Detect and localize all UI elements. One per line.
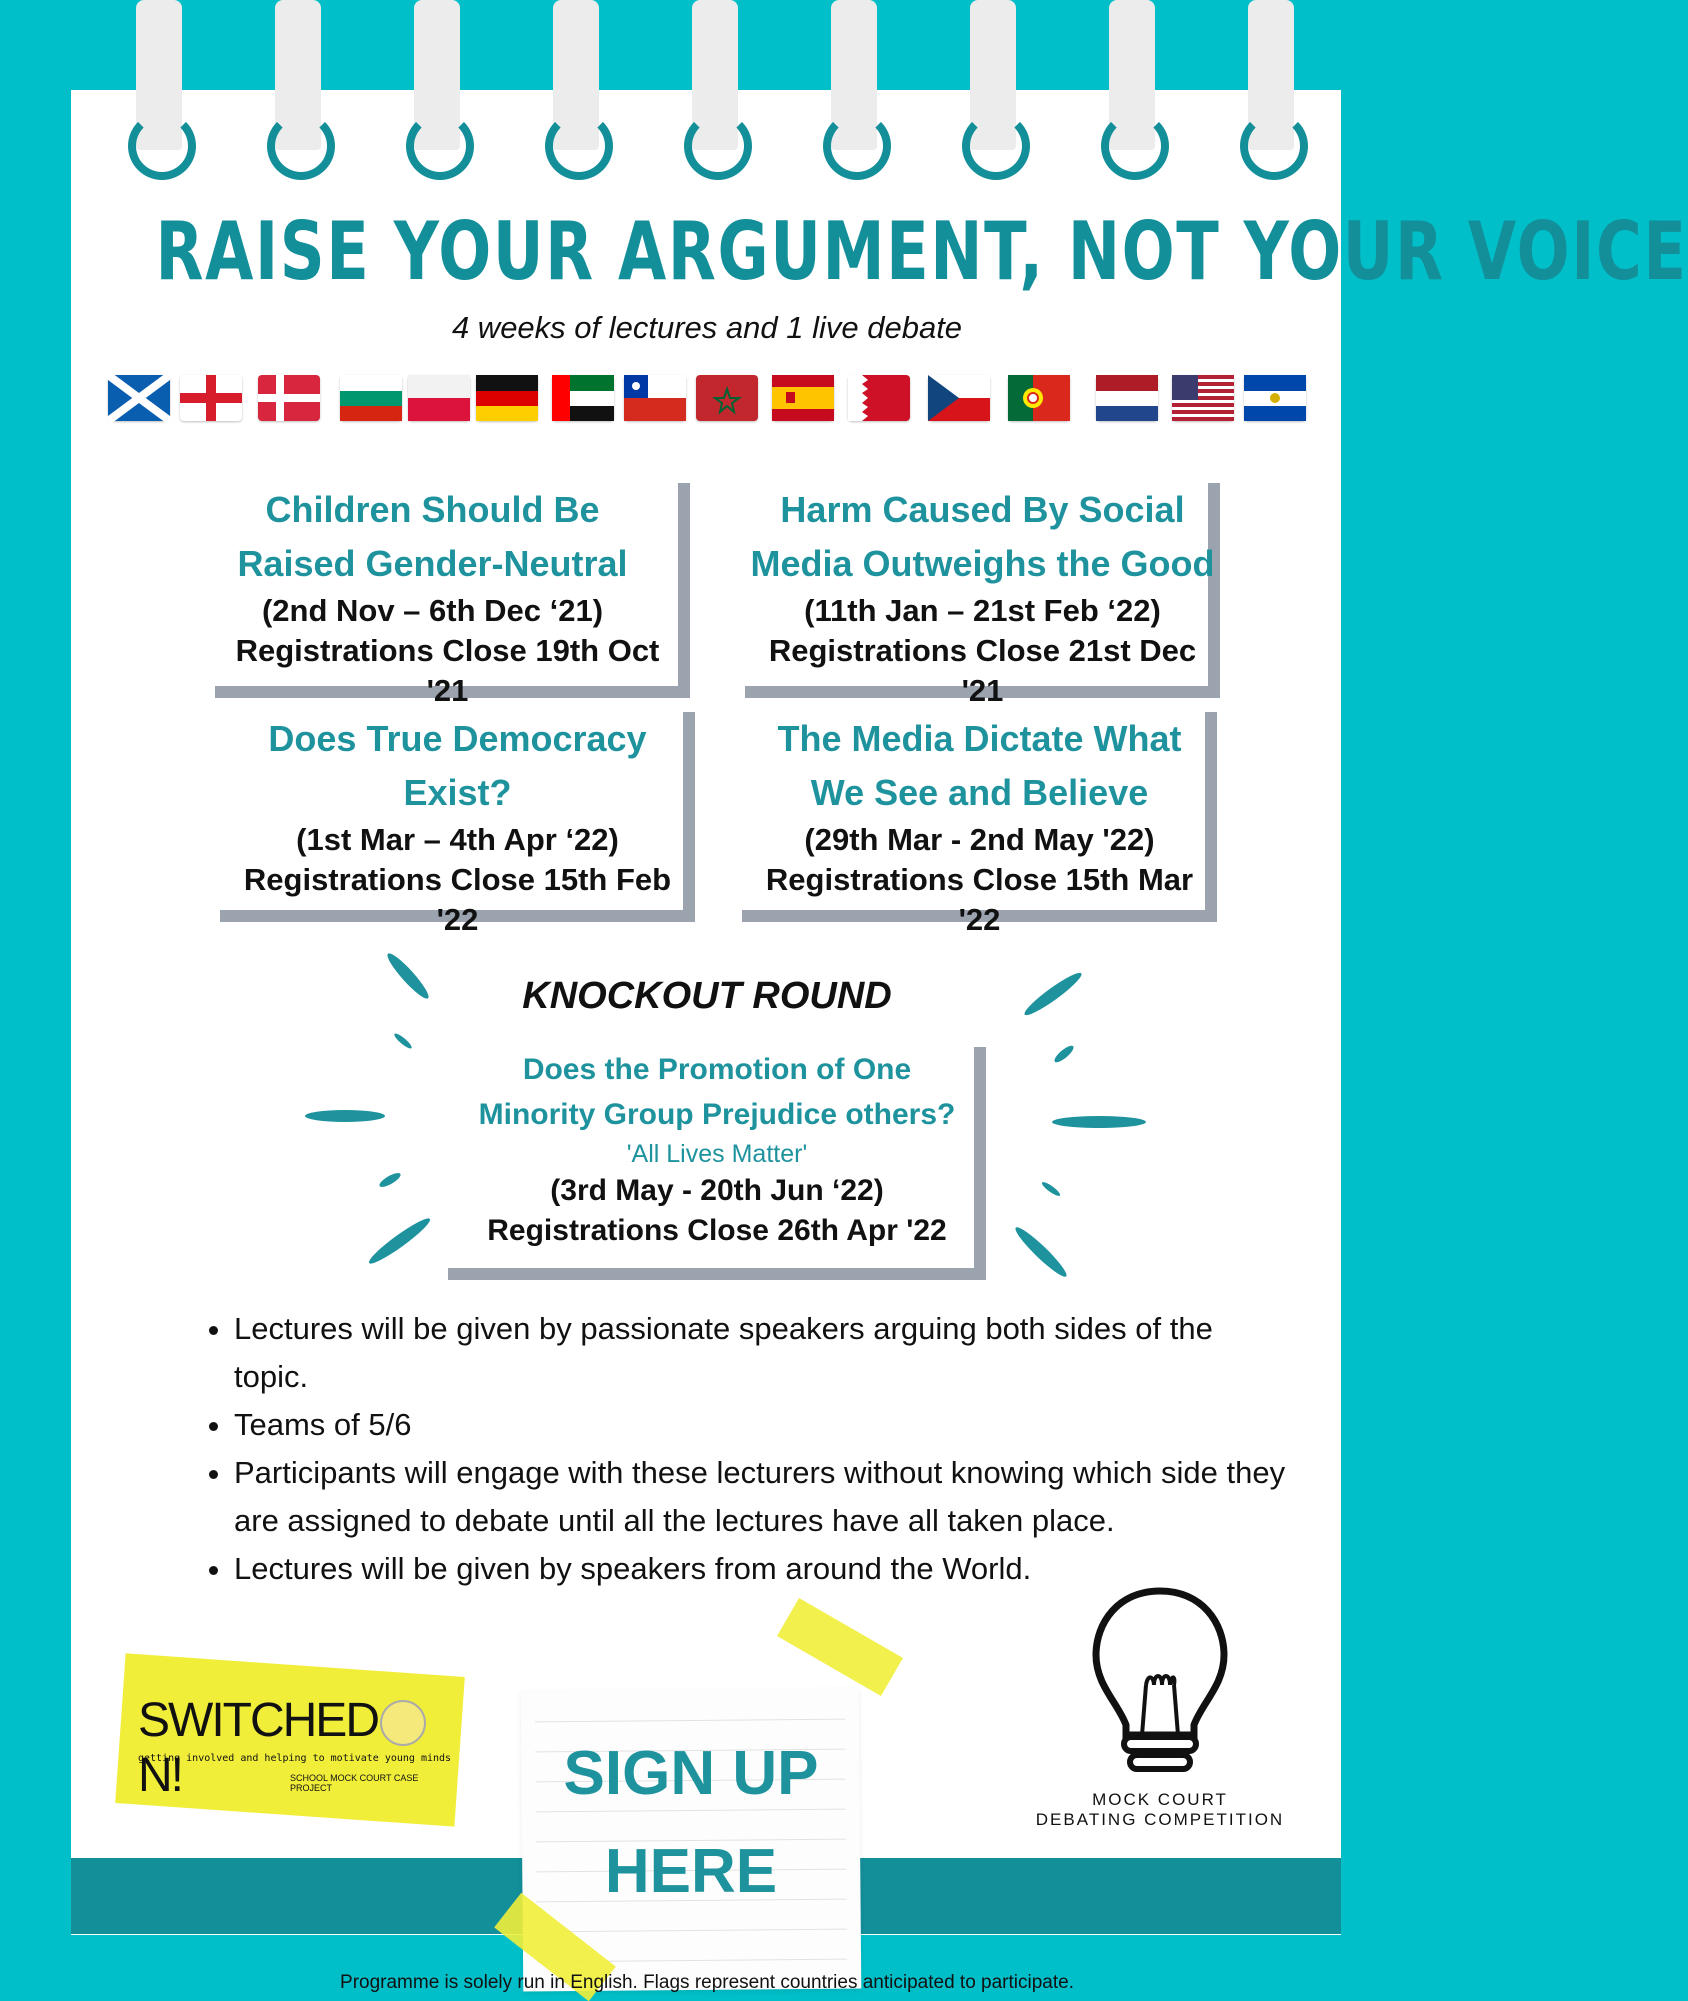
switched-on-project: SCHOOL MOCK COURT CASE PROJECT <box>290 1773 419 1793</box>
knockout-topic: Does the Promotion of One <box>522 1053 912 1086</box>
page-subtitle: 4 weeks of lectures and 1 live debate <box>451 310 963 345</box>
disclaimer-text: Programme is solely run in English. Flags represent countries anticipated to participate. <box>340 1972 1074 1993</box>
flag-bulgaria-icon <box>340 375 402 421</box>
debate-topic: Exist? <box>403 772 512 813</box>
knockout-registration: Registrations Close 26th Apr '22 <box>487 1214 947 1247</box>
debate-dates: (29th Mar - 2nd May '22) <box>804 822 1155 857</box>
flag-denmark-icon <box>258 375 320 421</box>
knockout-dates: (3rd May - 20th Jun ‘22) <box>550 1174 884 1207</box>
knockout-topic: Minority Group Prejudice others? <box>478 1098 956 1131</box>
switched-on-logo <box>120 1665 460 1815</box>
lightbulb-icon <box>1080 1585 1240 1815</box>
debate-topic: Harm Caused By Social <box>780 489 1185 530</box>
debate-topic: We See and Believe <box>810 772 1149 813</box>
mock-court-label: MOCK COURT DEBATING COMPETITION <box>1035 1790 1285 1829</box>
flag-chile-icon <box>624 375 686 421</box>
knockout-card <box>448 1047 986 1280</box>
flags-row <box>108 375 1308 427</box>
flag-scotland-icon <box>108 375 170 421</box>
debate-topic: Children Should Be <box>265 489 600 530</box>
debate-card <box>745 483 1220 708</box>
flag-uae-icon <box>552 375 614 421</box>
debate-topic: Media Outweighs the Good <box>750 543 1215 584</box>
flag-czech-icon <box>928 375 990 421</box>
flag-morocco-icon <box>696 375 758 421</box>
page-title: RAISE YOUR ARGUMENT, NOT YOUR VOICE <box>155 205 1688 298</box>
flag-spain-icon <box>772 375 834 421</box>
debate-dates: (1st Mar – 4th Apr ‘22) <box>296 822 619 857</box>
debate-topic: Does True Democracy <box>268 718 647 759</box>
flag-bahrain-icon <box>848 375 910 421</box>
debate-registration: Registrations Close 21st Dec '21 <box>768 633 1197 708</box>
debate-dates: (2nd Nov – 6th Dec ‘21) <box>261 593 604 628</box>
debate-dates: (11th Jan – 21st Feb ‘22) <box>804 593 1161 628</box>
flag-poland-icon <box>408 375 470 421</box>
list-item: • Lectures will be given by passionate speakers arguing both sides of the topic. <box>234 1305 1294 1401</box>
knockout-quote: 'All Lives Matter' <box>626 1140 808 1168</box>
debate-topic: The Media Dictate What <box>777 718 1182 759</box>
flag-portugal-icon <box>1008 375 1070 421</box>
switched-on-wordmark: SWITCHEDN! <box>138 1693 460 1803</box>
flag-usa-icon <box>1172 375 1234 421</box>
list-item: • Participants will engage with these lecturers without knowing which side they are assigned to debate until all the lectures have all taken place. <box>234 1449 1294 1545</box>
flag-netherlands-icon <box>1096 375 1158 421</box>
flag-germany-icon <box>476 375 538 421</box>
debate-registration: Registrations Close 15th Feb '22 <box>243 862 672 937</box>
debate-topic: Raised Gender-Neutral <box>237 543 628 584</box>
info-bullet-list <box>180 1305 1294 1593</box>
flag-el-salvador-icon <box>1244 375 1306 421</box>
knockout-heading: KNOCKOUT ROUND <box>522 975 892 1017</box>
list-item: • Teams of 5/6 <box>234 1401 1294 1449</box>
list-item: • Lectures will be given by speakers from around the World. <box>234 1545 1294 1593</box>
flag-england-icon <box>180 375 242 421</box>
bulb-icon <box>380 1700 426 1746</box>
debate-registration: Registrations Close 15th Mar '22 <box>765 862 1194 937</box>
debate-card <box>215 483 690 708</box>
signup-button[interactable]: SIGN UP HERE <box>563 1739 819 1906</box>
debate-card <box>742 712 1217 937</box>
debate-registration: Registrations Close 19th Oct '21 <box>235 633 660 708</box>
switched-on-tagline: getting involved and helping to motivate young minds <box>138 1753 452 1764</box>
debate-card <box>220 712 695 937</box>
